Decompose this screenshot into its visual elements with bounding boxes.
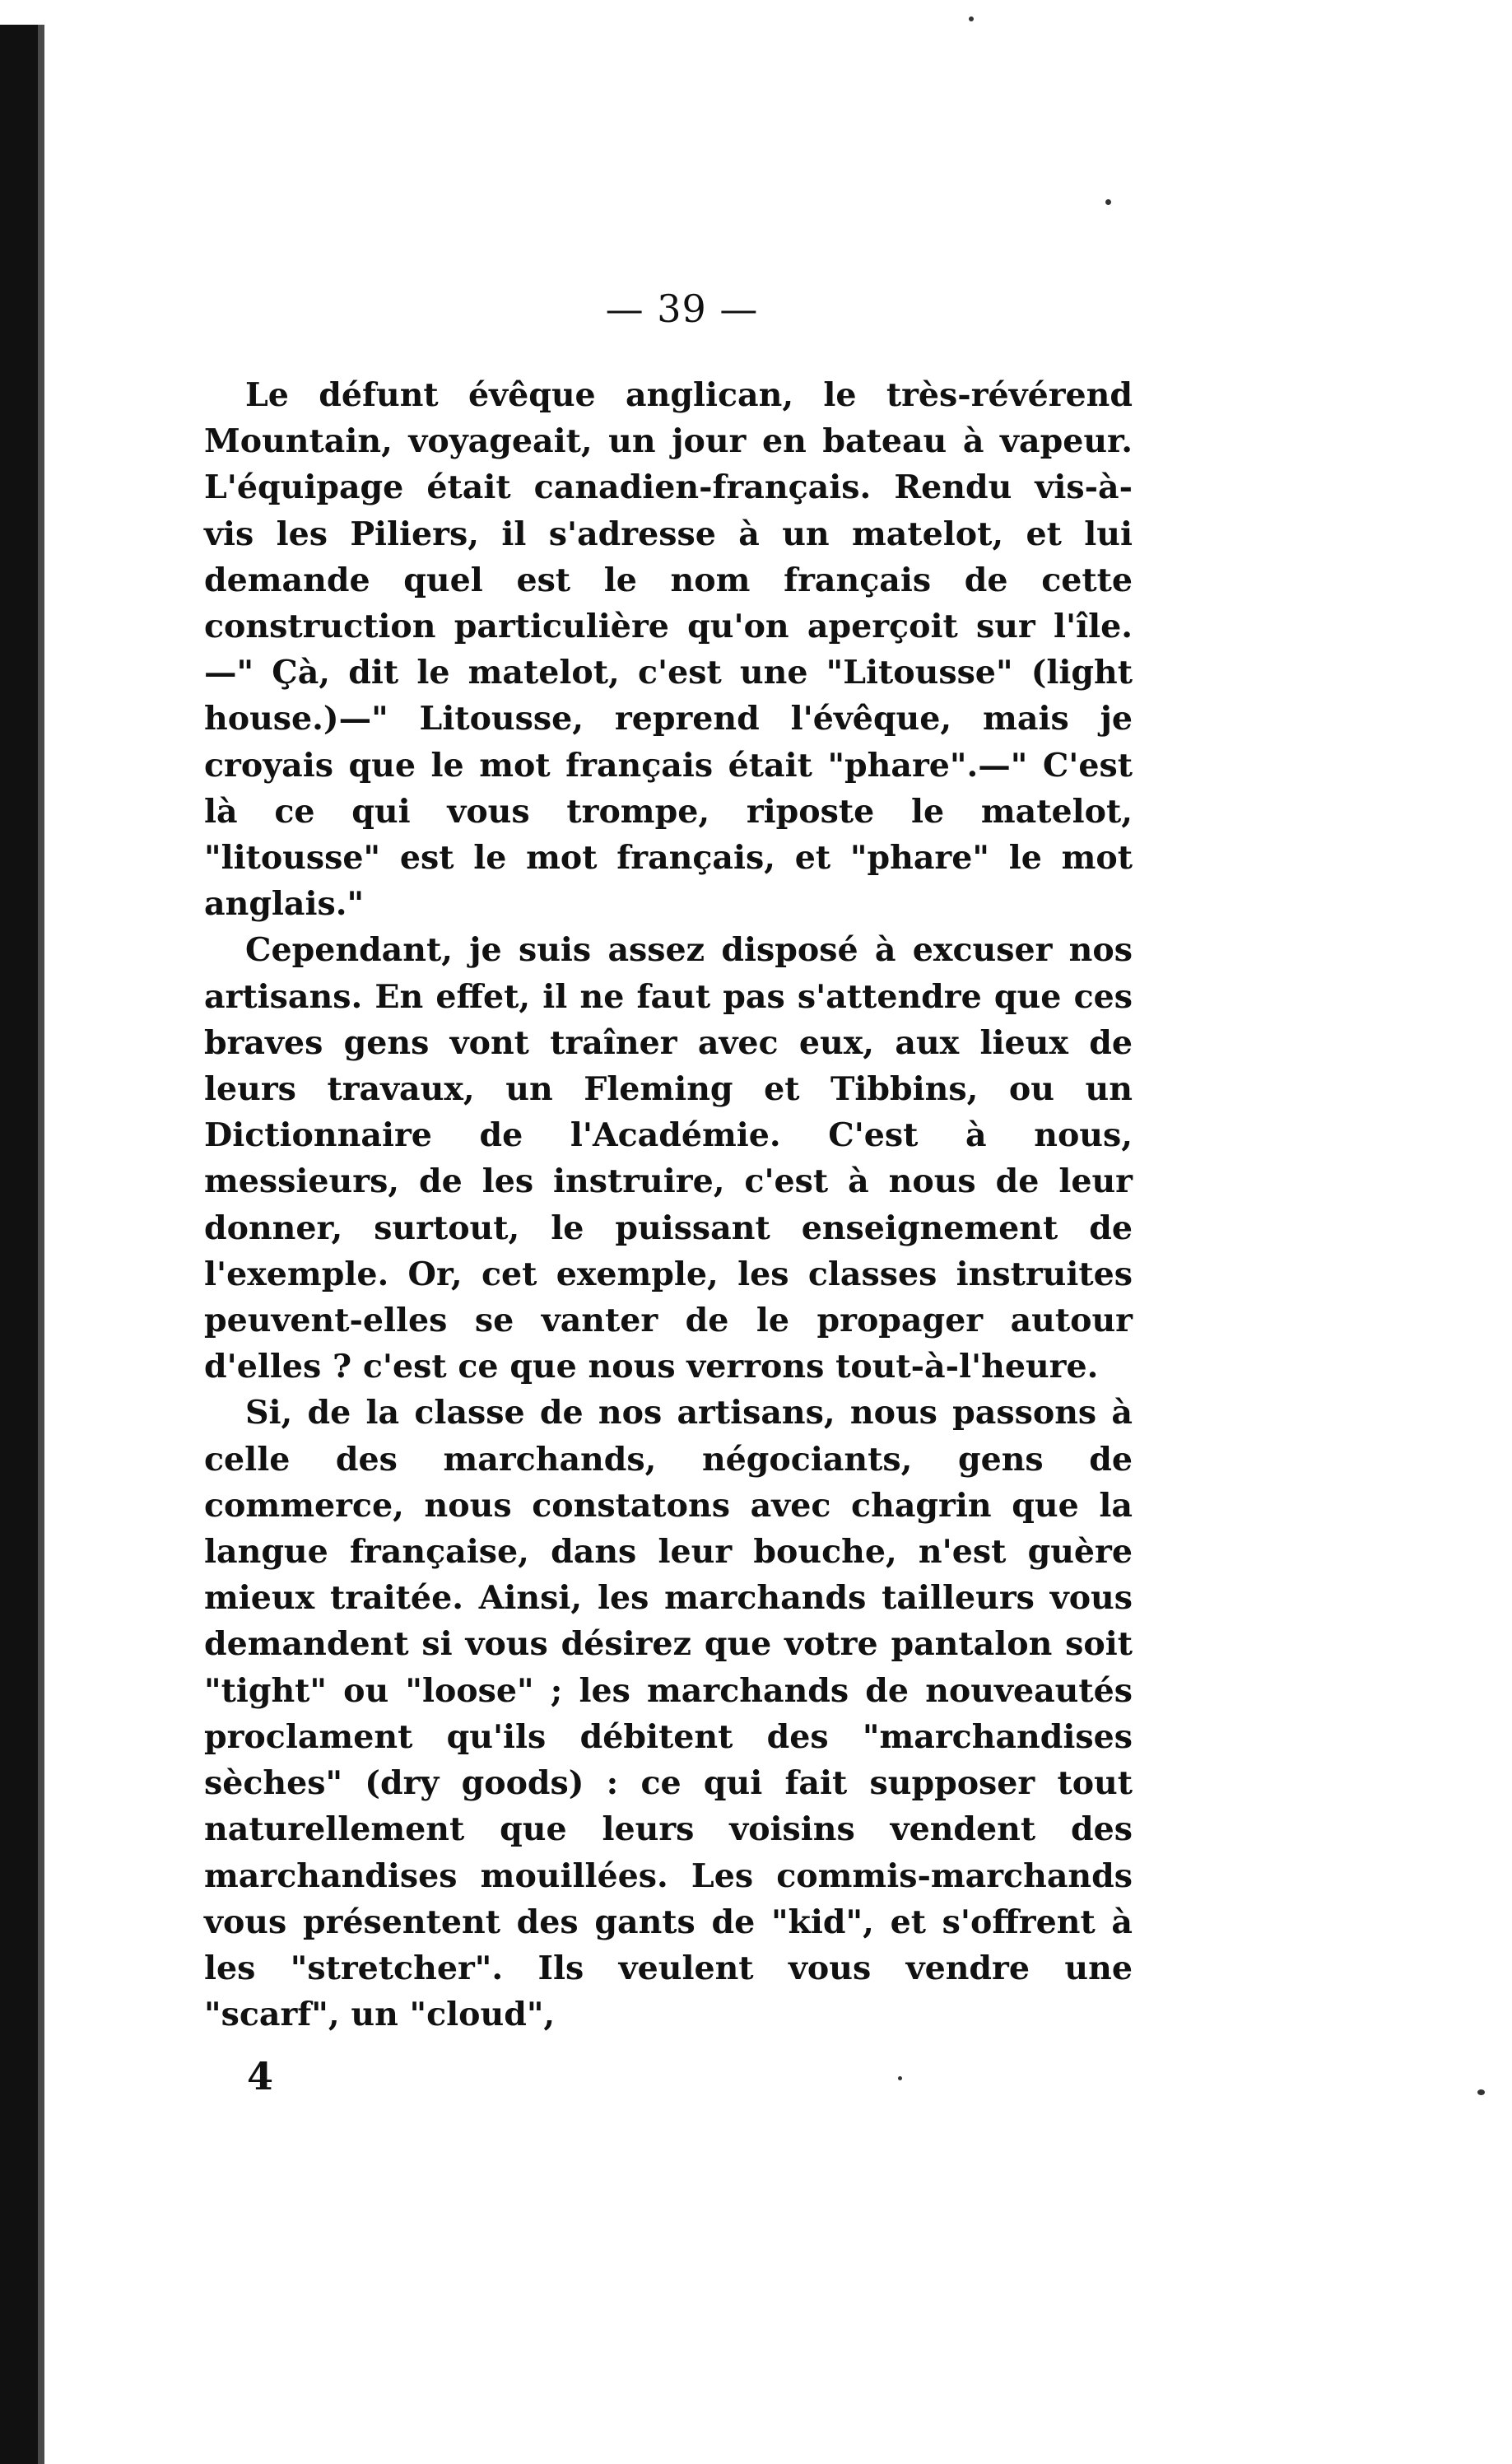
print-speck xyxy=(1105,199,1111,205)
paragraph-merchants: Si, de la classe de nos artisans, nous passons à celle des marchands, négociants, gens de commerce, nous constatons avec chagrin que la langue française, dans leur bouche, n'est guère mieux traitée. Ainsi, les marchands tailleurs vous demandent si vous désirez que votre pantalon soit "tight" ou "loose" ; les marchands de nouveautés proclament qu'ils débitent des "marchandises sèches" (dry goods) : ce qui fait supposer tout naturellement que leurs voisins vendent des marchandises mouillées. Les commis-marchands vous présentent des gants de "kid", et s'offrent à les "stretcher". Ils veulent vous vendre une "scarf", un "cloud", xyxy=(204,1394,1133,2034)
page-binding-shadow xyxy=(38,25,44,2464)
print-speck xyxy=(898,2076,902,2080)
print-speck xyxy=(969,16,974,21)
page-number: — 39 — xyxy=(605,286,759,331)
paragraph-bishop-anecdote: Le défunt évêque anglican, le très-révérend Mountain, voyageait, un jour en bateau à vapeur. L'équipage était canadien-français. Rendu vis-à-vis les Piliers, il s'adresse à un matelot, et lui demande quel est le nom français de cette construction particulière qu'on aperçoit sur l'île.—" Çà, dit le matelot, c'est une "Litousse" (light house.)—" Litousse, reprend l'évêque, mais je croyais que le mot français était "phare".—" C'est là ce qui vous trompe, riposte le matelot, "litousse" est le mot français, et "phare" le mot anglais." xyxy=(204,376,1133,924)
body-text xyxy=(204,372,1133,2038)
print-speck xyxy=(1477,2089,1485,2095)
paragraph-artisans: Cependant, je suis assez disposé à excuser nos artisans. En effet, il ne faut pas s'attendre que ces braves gens vont traîner avec eux, aux lieux de leurs travaux, un Fleming et Tibbins, ou un Dictionnaire de l'Académie. C'est à nous, messieurs, de les instruire, c'est à nous de leur donner, surtout, le puissant enseignement de l'exemple. Or, cet exemple, les classes instruites peuvent-elles se vanter de le propager autour d'elles ? c'est ce que nous verrons tout-à-l'heure. xyxy=(204,931,1133,1386)
page-binding-edge xyxy=(0,25,38,2464)
signature-mark: 4 xyxy=(247,2054,274,2098)
